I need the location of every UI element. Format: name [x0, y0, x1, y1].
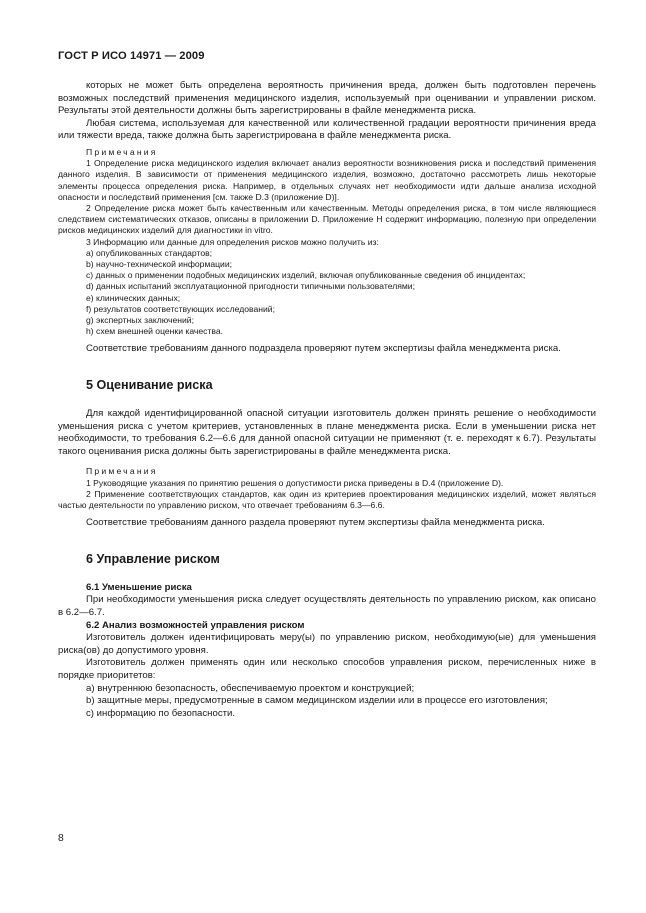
list-item: f) результатов соответствующих исследований;	[86, 303, 275, 314]
paragraph: которых не может быть определена вероятность причинения вреда, должен быть подготовлен перечень возможных последствий применения медицинского изделия, используемый при оценивании и управлении риском. Результаты этой деятельности должны быть зарегистрированы в файле менеджмента риска.	[58, 80, 596, 117]
notes-label: Примечания	[86, 466, 158, 477]
page-number: 8	[58, 833, 64, 844]
list-item: d) данных испытаний эксплуатационной пригодности типичными пользователями;	[86, 281, 415, 292]
page-body	[58, 80, 596, 720]
list-item: h) схем внешней оценки качества.	[86, 326, 224, 337]
paragraph: Изготовитель должен идентифицировать меру(ы) по управлению риском, необходимую(ые) для уменьшения риска(ов) до допустимого уровня.	[58, 632, 596, 656]
paragraph: Любая система, используемая для качественной или количественной градации вероятности причинения вреда или тяжести вреда, также должна быть зарегистрирована в файле менеджмента риска.	[58, 117, 596, 142]
note: 3 Информацию или данные для определения рисков можно получить из:	[86, 236, 379, 247]
list-item: a) опубликованных стандартов;	[86, 247, 213, 258]
note: 2 Применение соответствующих стандартов, как один из критериев проектирования медицинских изделий, может являться частью деятельности по управлению риском, что отвечает требованиям 6.3—6.6.	[58, 488, 596, 510]
note: 2 Определение риска может быть качественным или качественным. Методы определения риска, в том числе являющиеся следствием систематических отказов, описаны в приложении D. Приложение H содержит информацию, полезную при определении рисков медицинских изделий для диагностики in vitro.	[58, 202, 596, 236]
notes-label: Примечания	[86, 146, 158, 157]
list-item: a) внутреннюю безопасность, обеспечиваемую проектом и конструкцией;	[86, 682, 415, 694]
list-item: g) экспертных заключений;	[86, 315, 194, 326]
section-heading: 5 Оценивание риска	[86, 378, 213, 393]
list-item: c) данных о применении подобных медицинских изделий, включая опубликованные сведения об инцидентах;	[86, 270, 526, 281]
paragraph: Соответствие требованиям данного подраздела проверяют путем экспертизы файла менеджмента риска.	[86, 343, 561, 355]
document-header: ГОСТ Р ИСО 14971 — 2009	[58, 50, 205, 62]
paragraph: Соответствие требованиям данного раздела проверяют путем экспертизы файла менеджмента риска.	[86, 517, 545, 529]
paragraph: Изготовитель должен применять один или несколько способов управления риском, перечисленных ниже в порядке приоритетов:	[58, 657, 596, 681]
note: 1 Руководящие указания по принятию решения о допустимости риска приведены в D.4 (приложение D).	[86, 477, 504, 488]
subsection-heading: 6.2 Анализ возможностей управления риском	[86, 619, 305, 631]
list-item: c) информацию по безопасности.	[86, 707, 236, 719]
paragraph: При необходимости уменьшения риска следует осуществлять деятельность по управлению риском, как описано в 6.2—6.7.	[58, 594, 596, 618]
subsection-heading: 6.1 Уменьшение риска	[86, 581, 192, 593]
list-item: b) научно-технической информации;	[86, 259, 233, 269]
section-heading: 6 Управление риском	[86, 551, 220, 566]
paragraph: Для каждой идентифицированной опасной ситуации изготовитель должен принять решение о необходимости уменьшения риска с учетом критериев, установленных в плане менеджмента риска. Если в уменьшении риска нет необходимости, то требования 6.2—6.6 для данной опасной ситуации не применяют (т. е. переходят к 6.7). Результаты такого оценивания риска должны быть зарегистрированы в файле менеджмента риска.	[58, 408, 596, 457]
list-item: e) клинических данных;	[86, 292, 181, 303]
list-item: b) защитные меры, предусмотренные в самом медицинском изделии или в процессе его изготовления;	[86, 695, 548, 707]
note: 1 Определение риска медицинского изделия включает анализ вероятности возникновения риска и последствий применения данного изделия. В зависимости от применения медицинского изделия, возможно, достаточно рассмотреть лишь некоторые элементы процесса определения риска. Например, в отдельных случаях нет необходимости идти дальше анализа исходной опасности и последствий применения [см. также D.3 (приложение D)].	[58, 158, 596, 202]
